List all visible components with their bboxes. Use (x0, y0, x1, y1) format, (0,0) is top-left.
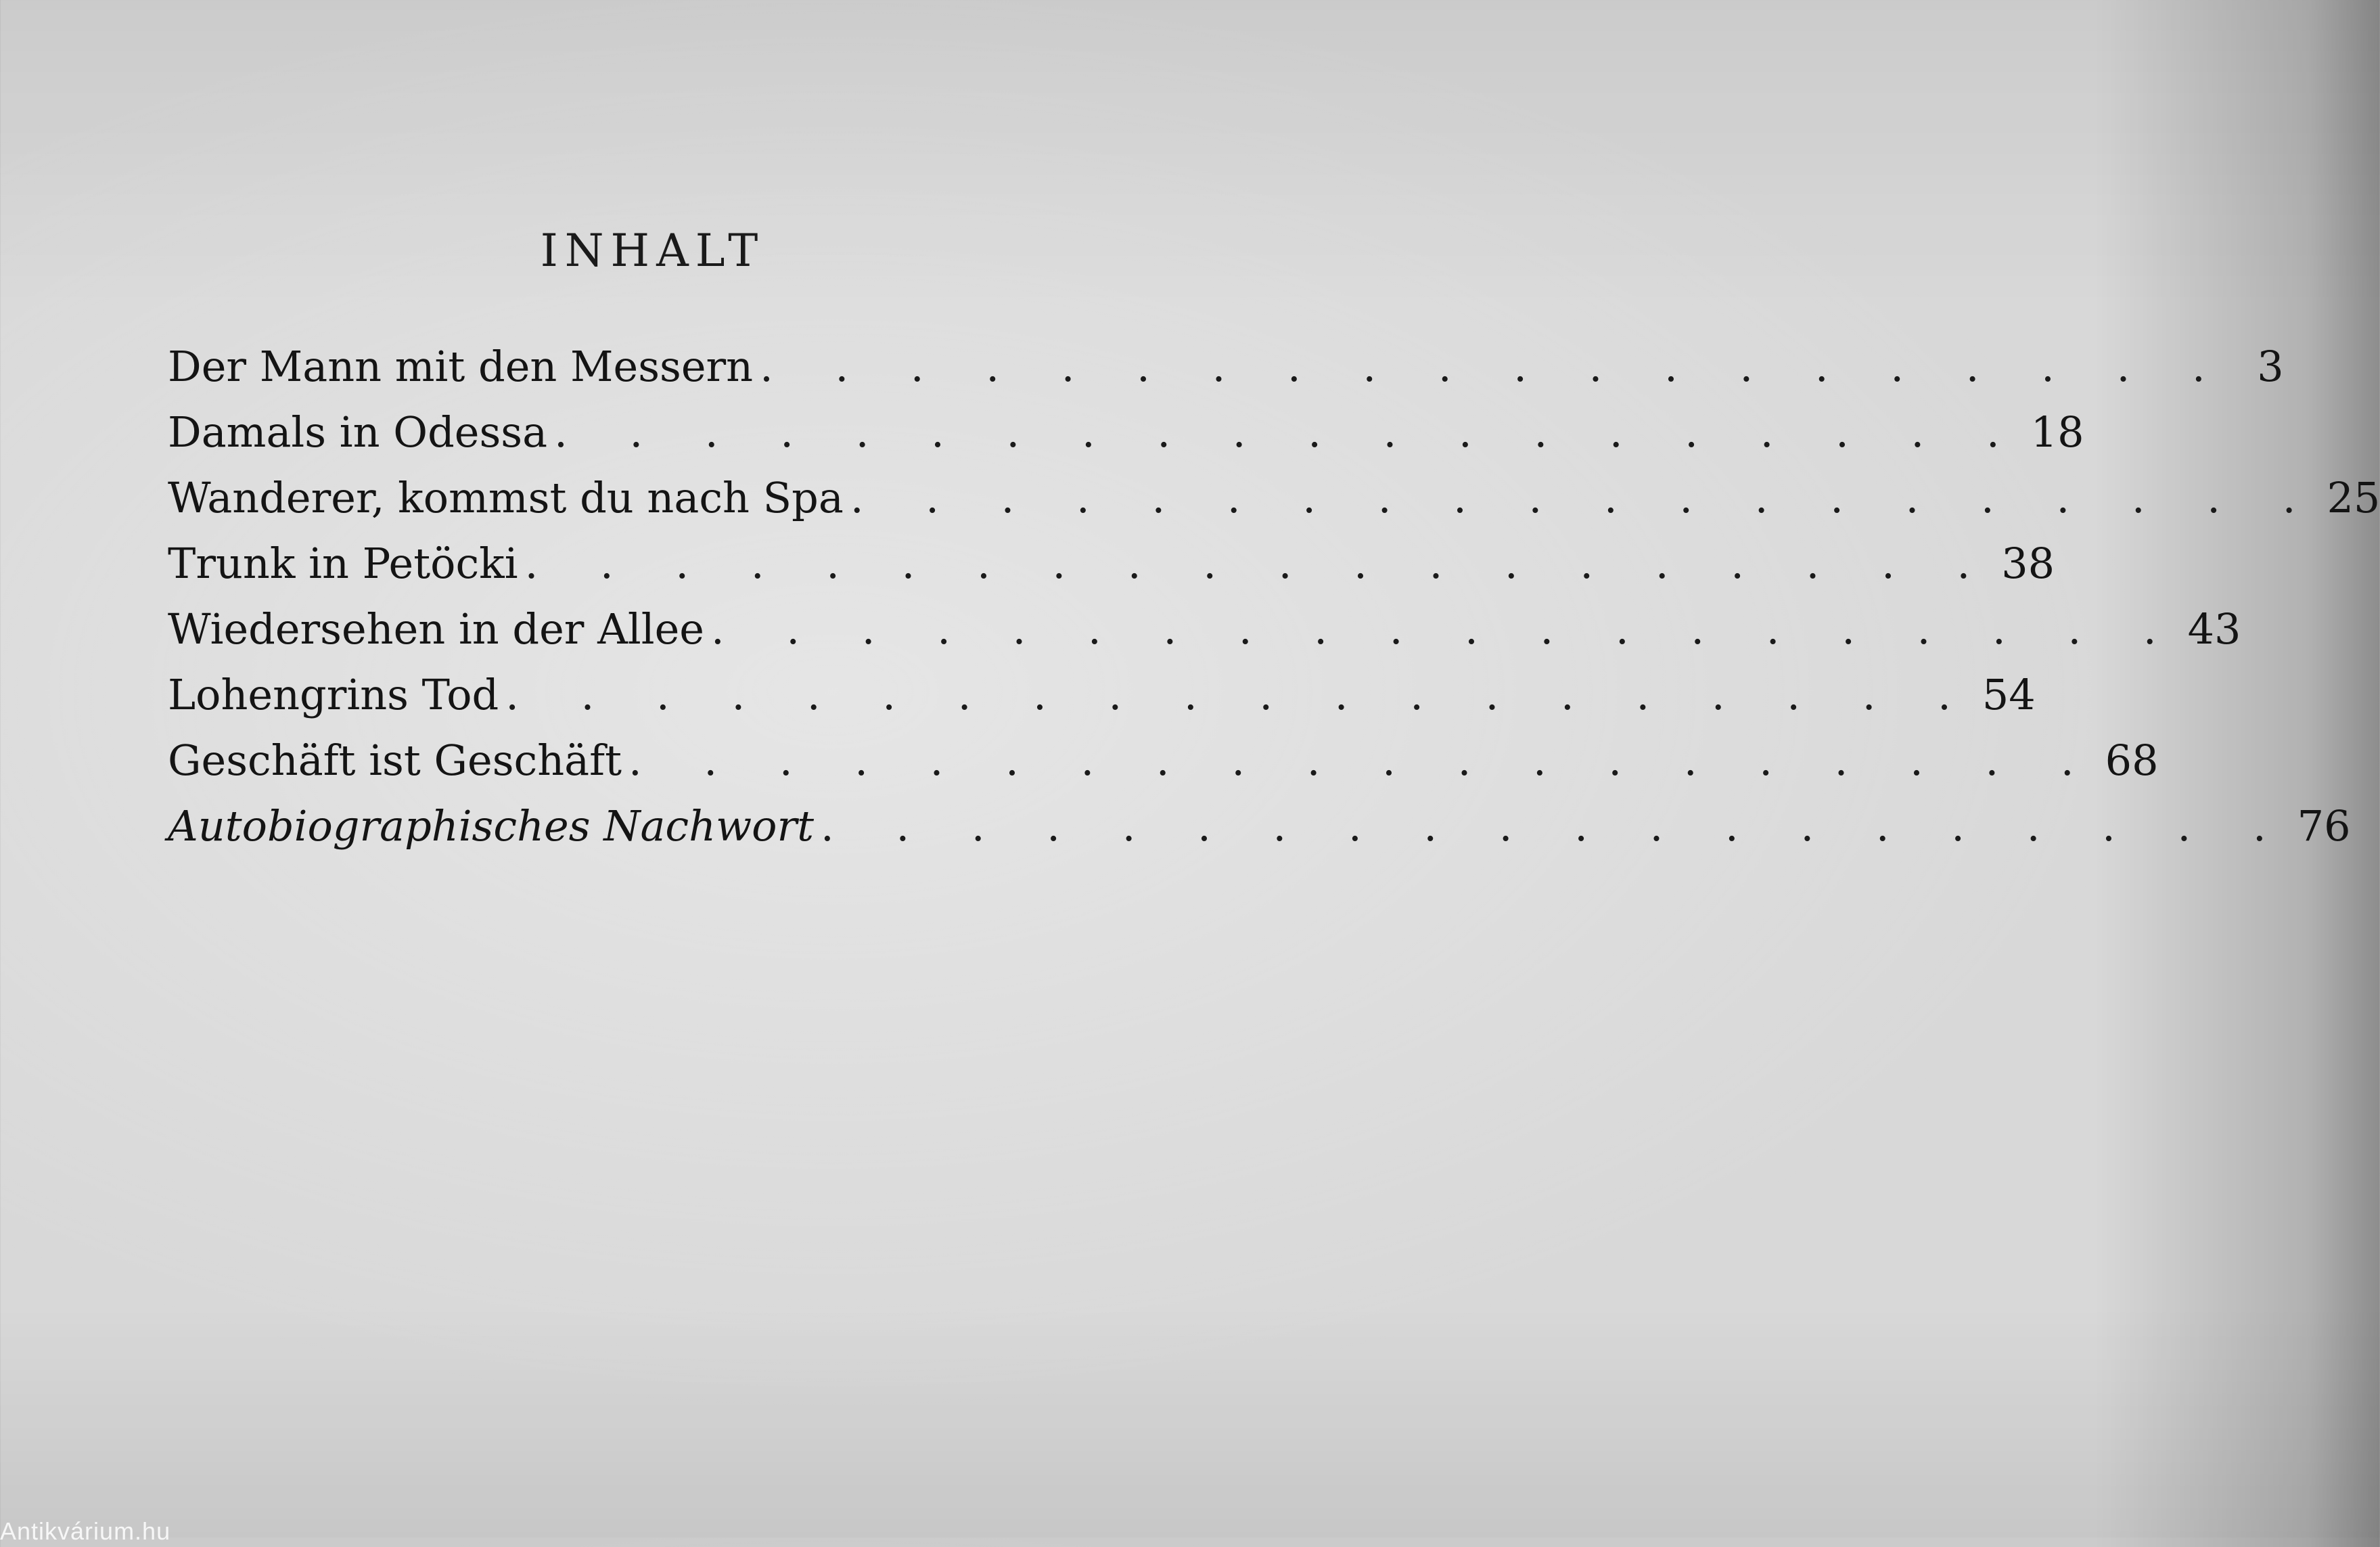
toc-row (168, 531, 2055, 596)
dot-leader: . . . . . . . . . . . . . . . . . . . . (850, 473, 2320, 522)
dot-leader: . . . . . . . . . . . . . . . . . . . . (710, 604, 2181, 654)
dot-leader: . . . . . . . . . . . . . . . . . . . . (760, 342, 2230, 391)
toc-entry-title: Geschäft ist Geschäft (168, 736, 622, 785)
page-heading: INHALT (540, 225, 765, 277)
dot-leader: . . . . . . . . . . . . . . . . . . . . (628, 736, 2099, 785)
toc-row (168, 465, 2380, 531)
toc-page-number: 38 (2001, 539, 2055, 588)
dot-leader: . . . . . . . . . . . . . . . . . . . . (821, 801, 2291, 851)
toc-row (168, 596, 2241, 662)
toc-row (168, 727, 2159, 793)
toc-page-number: 25 (2327, 473, 2380, 522)
toc-entry-title: Autobiographisches Nachwort (168, 801, 815, 851)
dot-leader: . . . . . . . . . . . . . . . . . . . . (524, 539, 1995, 588)
toc-page-number: 18 (2030, 407, 2084, 457)
toc-entry-title: Wiedersehen in der Allee (168, 604, 704, 654)
toc-entry-title: Wanderer, kommst du nach Spa (168, 473, 844, 522)
toc-entry-title: Damals in Odessa (168, 407, 548, 457)
toc-entry-title: Der Mann mit den Messern (168, 342, 754, 391)
toc-page-number: 3 (2257, 342, 2284, 391)
dot-leader: . . . . . . . . . . . . . . . . . . . . (554, 407, 2024, 457)
toc-page-number: 68 (2105, 736, 2159, 785)
toc-page-number: 43 (2187, 604, 2241, 654)
toc-page-number: 54 (1982, 670, 2036, 719)
toc-row (168, 793, 2351, 859)
toc-row (168, 399, 2084, 465)
table-of-contents (168, 334, 2380, 859)
toc-row (168, 334, 2284, 399)
toc-entry-title: Trunk in Petöcki (168, 539, 518, 588)
dot-leader: . . . . . . . . . . . . . . . . . . . . (505, 670, 1975, 719)
watermark-text: Antikvárium.hu (0, 1517, 171, 1545)
toc-page-number: 76 (2297, 801, 2351, 851)
toc-row (168, 662, 2036, 727)
toc-entry-title: Lohengrins Tod (168, 670, 499, 719)
